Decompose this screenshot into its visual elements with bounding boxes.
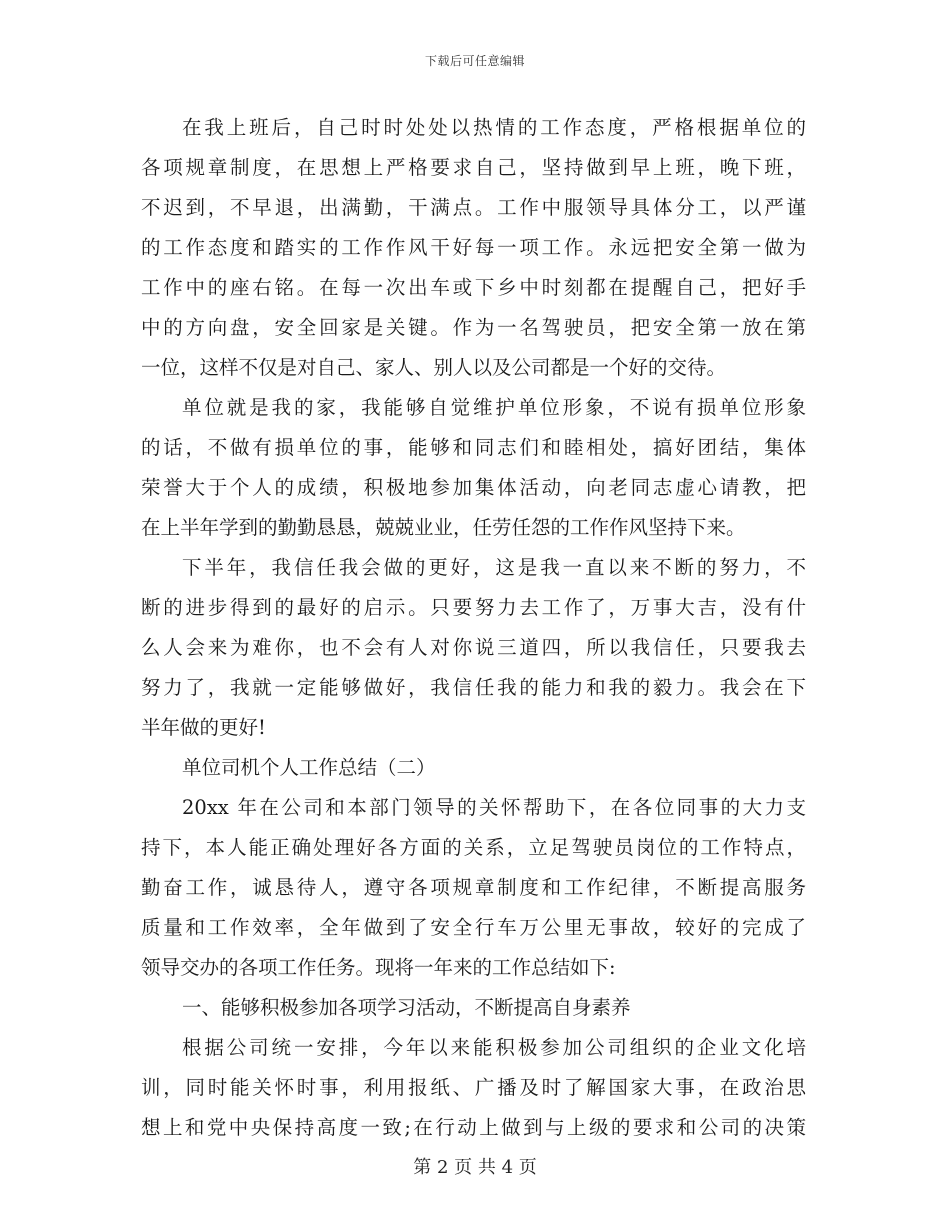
text-line: 持下，本人能正确处理好各方面的关系，立足驾驶员岗位的工作特点，: [141, 836, 806, 859]
subheading-text: 一、能够积极参加各项学习活动，不断提高自身素养: [182, 996, 631, 1019]
text-line: 质量和工作效率，全年做到了安全行车万公里无事故，较好的完成了: [141, 916, 806, 939]
text-line: 在我上班后，自己时时处处以热情的工作态度，严格根据单位的: [182, 116, 806, 139]
text-line: 训，同时能关怀时事，利用报纸、广播及时了解国家大事，在政治思: [141, 1076, 806, 1099]
text-line: 一位，这样不仅是对自己、家人、别人以及公司都是一个好的交待。: [141, 356, 727, 379]
paragraph: [141, 788, 806, 988]
text-line: 想上和党中央保持高度一致;在行动上做到与上级的要求和公司的决策: [141, 1116, 806, 1139]
text-line: 么人会来为难你，也不会有人对你说三道四，所以我信任，只要我去: [141, 636, 806, 659]
section-title: [141, 748, 806, 788]
text-line: 根据公司统一安排，今年以来能积极参加公司组织的企业文化培: [182, 1036, 806, 1059]
text-line: 中的方向盘，安全回家是关键。作为一名驾驶员，把安全第一放在第: [141, 316, 806, 339]
paragraph: [141, 1028, 806, 1148]
paragraph: [141, 108, 806, 388]
text-line: 工作中的座右铭。在每一次出车或下乡中时刻都在提醒自己，把好手: [141, 276, 806, 299]
text-line: 的话，不做有损单位的事，能够和同志们和睦相处，搞好团结，集体: [141, 436, 806, 459]
text-line: 不迟到，不早退，出满勤，干满点。工作中服领导具体分工，以严谨: [141, 196, 806, 219]
text-line: 各项规章制度，在思想上严格要求自己，坚持做到早上班，晚下班，: [141, 156, 806, 179]
text-line: 勤奋工作，诚恳待人，遵守各项规章制度和工作纪律，不断提高服务: [141, 876, 806, 899]
document-body: [141, 108, 806, 1148]
text-line: 荣誉大于个人的成绩，积极地参加集体活动，向老同志虚心请教，把: [141, 476, 806, 499]
text-line: 的工作态度和踏实的工作作风干好每一项工作。永远把安全第一做为: [141, 236, 806, 259]
text-line: 单位就是我的家，我能够自觉维护单位形象，不说有损单位形象: [182, 396, 806, 419]
section-title-text: 单位司机个人工作总结（二）: [182, 756, 436, 779]
text-line: 20xx 年在公司和本部门领导的关怀帮助下，在各位同事的大力支: [182, 796, 806, 819]
paragraph: [141, 388, 806, 548]
text-line: 在上半年学到的勤勤恳恳，兢兢业业，任劳任怨的工作作风坚持下来。: [141, 516, 746, 539]
text-line: 努力了，我就一定能够做好，我信任我的能力和我的毅力。我会在下: [141, 676, 806, 699]
text-line: 下半年，我信任我会做的更好，这是我一直以来不断的努力，不: [182, 556, 806, 579]
page-header-note: 下载后可任意编辑: [424, 54, 525, 68]
page-number-footer: 第 2 页 共 4 页: [413, 1157, 537, 1178]
text-line: 半年做的更好!: [141, 716, 266, 739]
paragraph: [141, 548, 806, 748]
text-line: 断的进步得到的最好的启示。只要努力去工作了，万事大吉，没有什: [141, 596, 806, 619]
text-line: 领导交办的各项工作任务。现将一年来的工作总结如下:: [141, 956, 616, 979]
subheading: [141, 988, 806, 1028]
